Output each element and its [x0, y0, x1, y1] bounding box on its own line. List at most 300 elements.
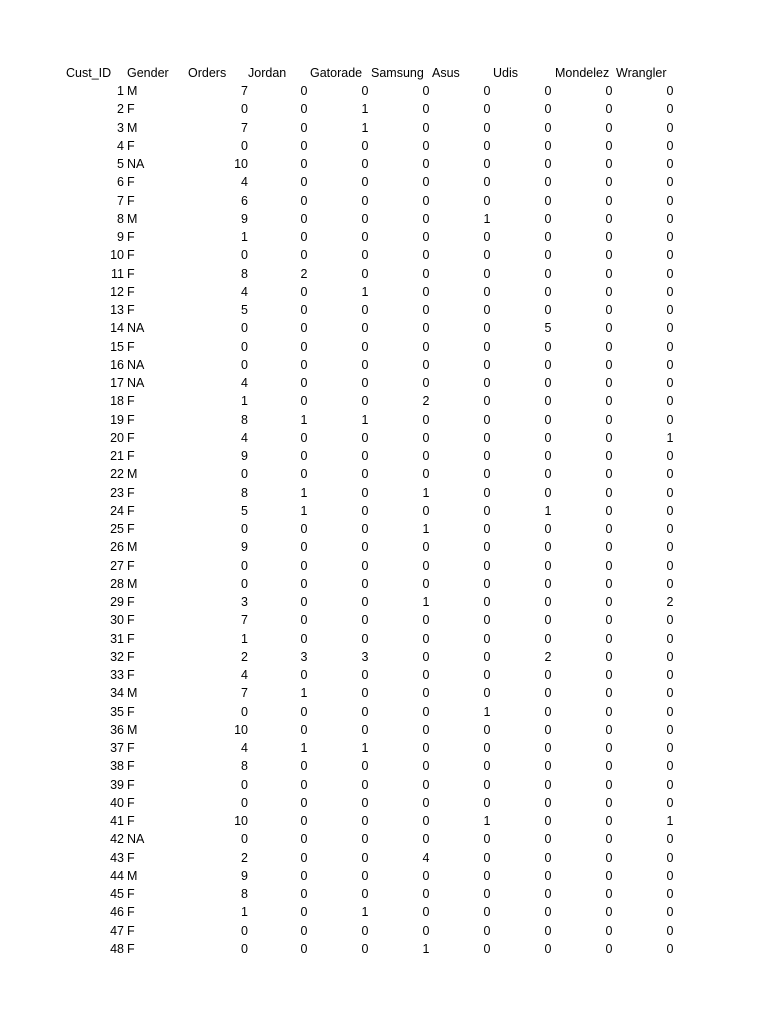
orders-cell: 4: [241, 430, 248, 445]
udis-cell: 0: [544, 120, 552, 135]
orders-cell: 8: [241, 887, 248, 901]
udis-cell: 0: [544, 777, 552, 792]
samsung-cell: 0: [422, 84, 430, 98]
gatorade-cell: 0: [361, 266, 369, 281]
gender-cell: F: [127, 668, 135, 682]
udis-cell: 0: [544, 941, 552, 956]
asus-cell: 0: [483, 558, 491, 573]
gender-cell: F: [127, 558, 135, 573]
gatorade-cell: 0: [361, 467, 369, 482]
gatorade-cell: 0: [361, 230, 369, 244]
wrangler-cell: 0: [666, 649, 674, 664]
cust-id-cell: 39: [110, 777, 124, 792]
asus-cell: 0: [483, 759, 491, 774]
jordan-cell: 0: [300, 376, 308, 390]
wrangler-cell: 0: [666, 248, 674, 263]
gatorade-cell: 0: [361, 321, 369, 336]
asus-cell: 0: [483, 102, 491, 117]
asus-cell: 0: [483, 595, 491, 609]
udis-cell: 0: [544, 887, 552, 901]
jordan-cell: 0: [300, 795, 308, 810]
cust-id-cell: 6: [117, 175, 124, 190]
udis-cell: 0: [544, 576, 552, 591]
cust-id-cell: 34: [110, 686, 124, 701]
gatorade-cell: 0: [361, 722, 369, 737]
wrangler-cell: 0: [666, 84, 674, 98]
mondelez-cell: 0: [605, 102, 613, 117]
gender-cell: M: [127, 211, 138, 226]
cust-id-cell: 14: [110, 321, 124, 336]
orders-cell: 8: [241, 759, 248, 774]
gatorade-cell: 0: [361, 357, 369, 372]
orders-cell: 0: [241, 339, 248, 354]
udis-cell: 0: [544, 595, 552, 609]
wrangler-cell: 0: [666, 576, 674, 591]
asus-cell: 0: [483, 485, 491, 500]
asus-cell: 0: [483, 850, 491, 865]
orders-cell: 7: [241, 84, 248, 98]
cust-id-cell: 35: [110, 704, 124, 719]
wrangler-cell: 0: [666, 230, 674, 244]
udis-cell: 0: [544, 157, 552, 171]
udis-cell: 0: [544, 102, 552, 117]
orders-cell: 9: [241, 449, 248, 463]
samsung-cell: 0: [422, 613, 430, 628]
asus-cell: 0: [483, 576, 491, 591]
orders-cell: 0: [241, 795, 248, 810]
orders-cell: 7: [241, 686, 248, 701]
mondelez-cell: 0: [605, 868, 613, 883]
jordan-cell: 0: [300, 230, 308, 244]
jordan-cell: 2: [300, 266, 308, 281]
asus-cell: 0: [483, 522, 491, 536]
gender-cell: M: [127, 540, 138, 555]
cust-id-cell: 36: [110, 722, 124, 737]
asus-cell: 1: [483, 211, 491, 226]
cust-id-cell: 18: [110, 394, 124, 409]
wrangler-cell: 0: [666, 631, 674, 646]
orders-cell: 0: [241, 576, 248, 591]
mondelez-cell: 0: [605, 704, 613, 719]
gatorade-cell: 0: [361, 157, 369, 171]
udis-cell: 0: [544, 631, 552, 646]
asus-cell: 0: [483, 84, 491, 98]
gatorade-cell: 0: [361, 540, 369, 555]
wrangler-cell: 0: [666, 321, 674, 336]
udis-cell: 0: [544, 722, 552, 737]
cust-id-cell: 37: [110, 741, 124, 755]
orders-cell: 0: [241, 941, 248, 956]
gender-cell: NA: [127, 357, 145, 372]
udis-cell: 0: [544, 230, 552, 244]
gatorade-cell: 0: [361, 303, 369, 317]
cust-id-cell: 32: [110, 649, 124, 664]
cust-id-cell: 42: [110, 832, 124, 847]
samsung-cell: 0: [422, 887, 430, 901]
gatorade-cell: 0: [361, 430, 369, 445]
wrangler-cell: 0: [666, 211, 674, 226]
mondelez-cell: 0: [605, 795, 613, 810]
jordan-cell: 0: [300, 631, 308, 646]
cust-id-cell: 10: [110, 248, 124, 263]
cust-id-cell: 43: [110, 850, 124, 865]
wrangler-cell: 0: [666, 449, 674, 463]
gatorade-cell: 0: [361, 211, 369, 226]
cust-id-cell: 46: [110, 905, 124, 920]
gender-cell: F: [127, 649, 135, 664]
gender-cell: F: [127, 430, 135, 445]
udis-cell: 0: [544, 284, 552, 299]
udis-cell: 0: [544, 668, 552, 682]
mondelez-cell: 0: [605, 814, 613, 828]
gender-cell: M: [127, 467, 138, 482]
samsung-cell: 0: [422, 777, 430, 792]
orders-cell: 0: [241, 704, 248, 719]
gender-cell: M: [127, 868, 138, 883]
jordan-cell: 0: [300, 868, 308, 883]
gatorade-cell: 3: [361, 649, 369, 664]
asus-cell: 0: [483, 923, 491, 938]
orders-cell: 3: [241, 595, 248, 609]
samsung-cell: 0: [422, 668, 430, 682]
asus-cell: 0: [483, 887, 491, 901]
wrangler-cell: 0: [666, 193, 674, 208]
jordan-cell: 0: [300, 467, 308, 482]
gatorade-cell: 0: [361, 613, 369, 628]
udis-cell: 0: [544, 211, 552, 226]
gender-cell: F: [127, 339, 135, 354]
gatorade-cell: 0: [361, 503, 369, 518]
gatorade-cell: 0: [361, 704, 369, 719]
wrangler-cell: 0: [666, 357, 674, 372]
gatorade-cell: 0: [361, 850, 369, 865]
jordan-cell: 0: [300, 777, 308, 792]
cust-id-cell: 29: [110, 595, 124, 609]
jordan-cell: 0: [300, 558, 308, 573]
jordan-cell: 0: [300, 613, 308, 628]
wrangler-cell: 0: [666, 376, 674, 390]
jordan-cell: 0: [300, 722, 308, 737]
cust-id-cell: 7: [117, 193, 124, 208]
samsung-cell: 0: [422, 540, 430, 555]
udis-cell: 0: [544, 795, 552, 810]
samsung-cell: 0: [422, 193, 430, 208]
gender-cell: F: [127, 503, 135, 518]
udis-cell: 0: [544, 193, 552, 208]
udis-cell: 0: [544, 430, 552, 445]
jordan-cell: 1: [300, 741, 308, 755]
header-udis: Udis: [493, 66, 519, 80]
jordan-cell: 0: [300, 175, 308, 190]
samsung-cell: 0: [422, 376, 430, 390]
cust-id-cell: 17: [110, 376, 124, 390]
gender-cell: F: [127, 449, 135, 463]
udis-cell: 0: [544, 558, 552, 573]
mondelez-cell: 0: [605, 522, 613, 536]
gender-cell: F: [127, 412, 135, 427]
asus-cell: 0: [483, 284, 491, 299]
header-mondelez: Mondelez: [555, 66, 610, 80]
header-cust-id: Cust_ID: [66, 66, 112, 80]
samsung-cell: 0: [422, 814, 430, 828]
orders-cell: 0: [241, 832, 248, 847]
jordan-cell: 0: [300, 850, 308, 865]
orders-cell: 0: [241, 923, 248, 938]
mondelez-cell: 0: [605, 248, 613, 263]
udis-cell: 0: [544, 138, 552, 153]
cust-id-cell: 41: [110, 814, 124, 828]
udis-cell: 0: [544, 467, 552, 482]
asus-cell: 0: [483, 795, 491, 810]
orders-cell: 4: [241, 668, 248, 682]
mondelez-cell: 0: [605, 230, 613, 244]
udis-cell: 0: [544, 412, 552, 427]
asus-cell: 0: [483, 868, 491, 883]
udis-cell: 0: [544, 868, 552, 883]
samsung-cell: 0: [422, 686, 430, 701]
samsung-cell: 0: [422, 339, 430, 354]
asus-cell: 0: [483, 321, 491, 336]
wrangler-cell: 0: [666, 467, 674, 482]
orders-cell: 6: [241, 193, 248, 208]
cust-id-cell: 27: [110, 558, 124, 573]
mondelez-cell: 0: [605, 540, 613, 555]
orders-cell: 0: [241, 522, 248, 536]
samsung-cell: 0: [422, 157, 430, 171]
mondelez-cell: 0: [605, 284, 613, 299]
header-jordan: Jordan: [248, 66, 287, 80]
jordan-cell: 1: [300, 503, 308, 518]
cust-id-cell: 21: [110, 449, 124, 463]
gatorade-cell: 0: [361, 686, 369, 701]
asus-cell: 0: [483, 613, 491, 628]
gender-cell: F: [127, 905, 135, 920]
orders-cell: 10: [234, 814, 248, 828]
jordan-cell: 0: [300, 887, 308, 901]
mondelez-cell: 0: [605, 175, 613, 190]
gatorade-cell: 0: [361, 759, 369, 774]
mondelez-cell: 0: [605, 503, 613, 518]
gender-cell: NA: [127, 157, 145, 171]
samsung-cell: 0: [422, 357, 430, 372]
udis-cell: 0: [544, 923, 552, 938]
mondelez-cell: 0: [605, 266, 613, 281]
orders-cell: 4: [241, 284, 248, 299]
gender-cell: F: [127, 741, 135, 755]
wrangler-cell: 0: [666, 741, 674, 755]
asus-cell: 0: [483, 303, 491, 317]
orders-cell: 5: [241, 303, 248, 317]
orders-cell: 0: [241, 138, 248, 153]
samsung-cell: 0: [422, 430, 430, 445]
udis-cell: 0: [544, 522, 552, 536]
mondelez-cell: 0: [605, 595, 613, 609]
samsung-cell: 1: [422, 941, 430, 956]
asus-cell: 0: [483, 832, 491, 847]
orders-cell: 9: [241, 540, 248, 555]
orders-cell: 8: [241, 485, 248, 500]
samsung-cell: 0: [422, 795, 430, 810]
gender-cell: F: [127, 631, 135, 646]
wrangler-cell: 0: [666, 266, 674, 281]
mondelez-cell: 0: [605, 777, 613, 792]
asus-cell: 0: [483, 120, 491, 135]
orders-cell: 0: [241, 102, 248, 117]
gender-cell: NA: [127, 376, 145, 390]
cust-id-cell: 4: [117, 138, 124, 153]
samsung-cell: 0: [422, 284, 430, 299]
samsung-cell: 0: [422, 230, 430, 244]
mondelez-cell: 0: [605, 613, 613, 628]
gatorade-cell: 1: [361, 284, 369, 299]
gender-cell: M: [127, 84, 138, 98]
mondelez-cell: 0: [605, 741, 613, 755]
samsung-cell: 0: [422, 868, 430, 883]
wrangler-cell: 0: [666, 850, 674, 865]
jordan-cell: 0: [300, 284, 308, 299]
cust-id-cell: 1: [117, 84, 124, 98]
mondelez-cell: 0: [605, 157, 613, 171]
mondelez-cell: 0: [605, 376, 613, 390]
wrangler-cell: 0: [666, 613, 674, 628]
gender-cell: F: [127, 923, 135, 938]
wrangler-cell: 0: [666, 102, 674, 117]
samsung-cell: 0: [422, 449, 430, 463]
udis-cell: 0: [544, 339, 552, 354]
mondelez-cell: 0: [605, 467, 613, 482]
jordan-cell: 0: [300, 923, 308, 938]
udis-cell: 0: [544, 175, 552, 190]
asus-cell: 0: [483, 905, 491, 920]
cust-id-cell: 44: [110, 868, 124, 883]
asus-cell: 0: [483, 193, 491, 208]
gatorade-cell: 0: [361, 777, 369, 792]
jordan-cell: 0: [300, 120, 308, 135]
gender-cell: F: [127, 266, 135, 281]
cust-id-cell: 47: [110, 923, 124, 938]
udis-cell: 2: [544, 649, 552, 664]
jordan-cell: 0: [300, 759, 308, 774]
udis-cell: 5: [544, 321, 552, 336]
samsung-cell: 0: [422, 759, 430, 774]
wrangler-cell: 0: [666, 522, 674, 536]
asus-cell: 0: [483, 540, 491, 555]
gender-cell: F: [127, 613, 135, 628]
udis-cell: 0: [544, 485, 552, 500]
samsung-cell: 0: [422, 467, 430, 482]
wrangler-cell: 0: [666, 795, 674, 810]
gatorade-cell: 0: [361, 795, 369, 810]
samsung-cell: 0: [422, 722, 430, 737]
jordan-cell: 3: [300, 649, 308, 664]
wrangler-cell: 0: [666, 412, 674, 427]
samsung-cell: 0: [422, 832, 430, 847]
gender-cell: NA: [127, 832, 145, 847]
wrangler-cell: 1: [666, 430, 674, 445]
wrangler-cell: 0: [666, 923, 674, 938]
jordan-cell: 0: [300, 704, 308, 719]
gatorade-cell: 0: [361, 138, 369, 153]
mondelez-cell: 0: [605, 321, 613, 336]
cust-id-cell: 40: [110, 795, 124, 810]
jordan-cell: 0: [300, 303, 308, 317]
udis-cell: 0: [544, 266, 552, 281]
udis-cell: 0: [544, 376, 552, 390]
wrangler-cell: 0: [666, 686, 674, 701]
cust-id-cell: 16: [110, 357, 124, 372]
jordan-cell: 0: [300, 193, 308, 208]
asus-cell: 0: [483, 668, 491, 682]
mondelez-cell: 0: [605, 722, 613, 737]
jordan-cell: 0: [300, 357, 308, 372]
samsung-cell: 0: [422, 412, 430, 427]
jordan-cell: 0: [300, 522, 308, 536]
orders-cell: 10: [234, 157, 248, 171]
orders-cell: 0: [241, 321, 248, 336]
cust-id-cell: 15: [110, 339, 124, 354]
jordan-cell: 1: [300, 686, 308, 701]
orders-cell: 1: [241, 905, 248, 920]
wrangler-cell: 0: [666, 887, 674, 901]
orders-cell: 1: [241, 631, 248, 646]
asus-cell: 0: [483, 339, 491, 354]
gatorade-cell: 0: [361, 522, 369, 536]
udis-cell: 1: [544, 503, 552, 518]
mondelez-cell: 0: [605, 430, 613, 445]
samsung-cell: 0: [422, 266, 430, 281]
orders-cell: 5: [241, 503, 248, 518]
wrangler-cell: 0: [666, 759, 674, 774]
jordan-cell: 0: [300, 138, 308, 153]
samsung-cell: 0: [422, 576, 430, 591]
gatorade-cell: 0: [361, 941, 369, 956]
gender-cell: F: [127, 814, 135, 828]
mondelez-cell: 0: [605, 485, 613, 500]
gender-cell: F: [127, 850, 135, 865]
gatorade-cell: 1: [361, 102, 369, 117]
jordan-cell: 0: [300, 248, 308, 263]
mondelez-cell: 0: [605, 832, 613, 847]
asus-cell: 0: [483, 777, 491, 792]
header-wrangler: Wrangler: [616, 66, 667, 80]
jordan-cell: 0: [300, 576, 308, 591]
gatorade-cell: 0: [361, 449, 369, 463]
gatorade-cell: 0: [361, 175, 369, 190]
jordan-cell: 1: [300, 412, 308, 427]
cust-id-cell: 25: [110, 522, 124, 536]
wrangler-cell: 0: [666, 941, 674, 956]
samsung-cell: 0: [422, 211, 430, 226]
udis-cell: 0: [544, 394, 552, 409]
udis-cell: 0: [544, 905, 552, 920]
gatorade-cell: 0: [361, 485, 369, 500]
asus-cell: 0: [483, 467, 491, 482]
wrangler-cell: 0: [666, 284, 674, 299]
samsung-cell: 1: [422, 522, 430, 536]
asus-cell: 0: [483, 503, 491, 518]
mondelez-cell: 0: [605, 576, 613, 591]
cust-id-cell: 45: [110, 887, 124, 901]
cust-id-cell: 38: [110, 759, 124, 774]
gatorade-cell: 1: [361, 905, 369, 920]
wrangler-cell: 1: [666, 814, 674, 828]
mondelez-cell: 0: [605, 357, 613, 372]
cust-id-cell: 22: [110, 467, 124, 482]
gender-cell: F: [127, 795, 135, 810]
asus-cell: 0: [483, 722, 491, 737]
gender-cell: M: [127, 576, 138, 591]
gender-cell: F: [127, 522, 135, 536]
